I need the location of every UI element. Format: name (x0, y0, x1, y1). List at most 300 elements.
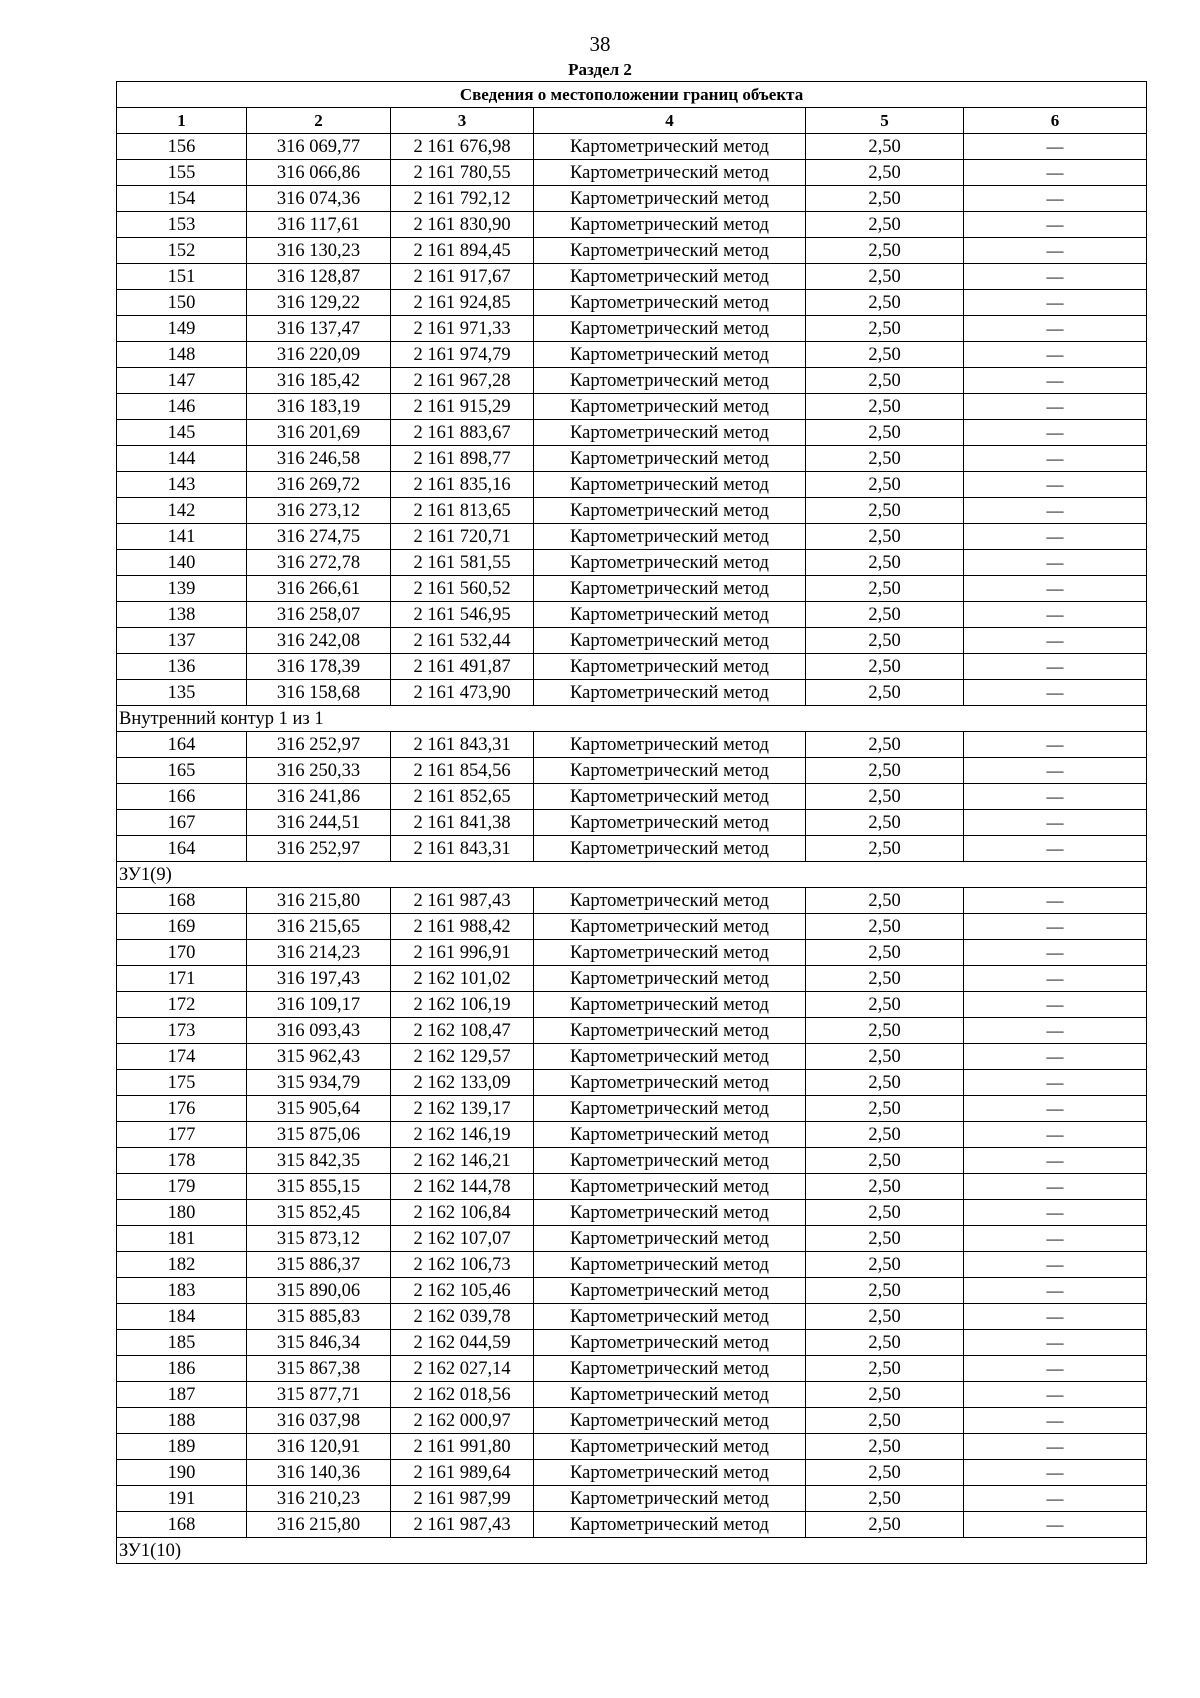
section-title: Раздел 2 (568, 60, 632, 79)
point-number: 179 (117, 1174, 247, 1200)
coordinate-y: 2 161 974,79 (391, 342, 534, 368)
coordinate-x: 315 842,35 (247, 1148, 391, 1174)
table-row (117, 342, 1147, 368)
description-value: — (964, 446, 1147, 472)
coordinate-x: 316 066,86 (247, 160, 391, 186)
coordinate-y: 2 161 967,28 (391, 368, 534, 394)
determination-method: Картометрический метод (534, 654, 806, 680)
determination-method: Картометрический метод (534, 1122, 806, 1148)
table-row (117, 134, 1147, 160)
column-header: 3 (391, 108, 534, 134)
coordinate-x: 316 037,98 (247, 1408, 391, 1434)
table-title-row (117, 82, 1147, 108)
table-row (117, 1070, 1147, 1096)
determination-method: Картометрический метод (534, 1174, 806, 1200)
point-number: 146 (117, 394, 247, 420)
table-row (117, 1278, 1147, 1304)
description-value: — (964, 420, 1147, 446)
accuracy-value: 2,50 (806, 1512, 964, 1538)
description-value: — (964, 784, 1147, 810)
coordinate-x: 316 178,39 (247, 654, 391, 680)
point-number: 185 (117, 1330, 247, 1356)
table-row (117, 1408, 1147, 1434)
coordinate-y: 2 161 971,33 (391, 316, 534, 342)
description-value: — (964, 1460, 1147, 1486)
table-row (117, 1486, 1147, 1512)
point-number: 182 (117, 1252, 247, 1278)
determination-method: Картометрический метод (534, 472, 806, 498)
table-row (117, 940, 1147, 966)
point-number: 164 (117, 836, 247, 862)
coordinate-x: 316 215,65 (247, 914, 391, 940)
description-value: — (964, 576, 1147, 602)
accuracy-value: 2,50 (806, 212, 964, 238)
coordinate-x: 316 266,61 (247, 576, 391, 602)
accuracy-value: 2,50 (806, 1044, 964, 1070)
accuracy-value: 2,50 (806, 238, 964, 264)
point-number: 186 (117, 1356, 247, 1382)
description-value: — (964, 758, 1147, 784)
coordinate-y: 2 162 108,47 (391, 1018, 534, 1044)
description-value: — (964, 1382, 1147, 1408)
coordinate-x: 316 201,69 (247, 420, 391, 446)
column-number-row (117, 108, 1147, 134)
coordinate-x: 315 867,38 (247, 1356, 391, 1382)
accuracy-value: 2,50 (806, 498, 964, 524)
point-number: 140 (117, 550, 247, 576)
coordinate-x: 316 272,78 (247, 550, 391, 576)
point-number: 166 (117, 784, 247, 810)
point-number: 136 (117, 654, 247, 680)
coordinate-y: 2 161 843,31 (391, 732, 534, 758)
determination-method: Картометрический метод (534, 446, 806, 472)
determination-method: Картометрический метод (534, 732, 806, 758)
description-value: — (964, 472, 1147, 498)
accuracy-value: 2,50 (806, 368, 964, 394)
coordinate-y: 2 162 027,14 (391, 1356, 534, 1382)
coordinate-x: 315 934,79 (247, 1070, 391, 1096)
coordinate-y: 2 161 843,31 (391, 836, 534, 862)
coordinate-y: 2 162 106,84 (391, 1200, 534, 1226)
coordinate-y: 2 162 129,57 (391, 1044, 534, 1070)
table-row (117, 576, 1147, 602)
column-header: 6 (964, 108, 1147, 134)
determination-method: Картометрический метод (534, 576, 806, 602)
coordinate-x: 316 220,09 (247, 342, 391, 368)
point-number: 135 (117, 680, 247, 706)
accuracy-value: 2,50 (806, 628, 964, 654)
description-value: — (964, 1330, 1147, 1356)
coordinate-y: 2 162 107,07 (391, 1226, 534, 1252)
accuracy-value: 2,50 (806, 1018, 964, 1044)
coordinate-y: 2 161 720,71 (391, 524, 534, 550)
coordinate-y: 2 161 988,42 (391, 914, 534, 940)
coordinate-x: 316 117,61 (247, 212, 391, 238)
description-value: — (964, 1356, 1147, 1382)
accuracy-value: 2,50 (806, 1408, 964, 1434)
determination-method: Картометрический метод (534, 602, 806, 628)
accuracy-value: 2,50 (806, 966, 964, 992)
coordinate-y: 2 161 854,56 (391, 758, 534, 784)
table-row (117, 628, 1147, 654)
coordinate-y: 2 161 532,44 (391, 628, 534, 654)
determination-method: Картометрический метод (534, 992, 806, 1018)
point-number: 189 (117, 1434, 247, 1460)
table-row (117, 1434, 1147, 1460)
table-row (117, 1122, 1147, 1148)
description-value: — (964, 914, 1147, 940)
coordinate-x: 316 274,75 (247, 524, 391, 550)
description-value: — (964, 524, 1147, 550)
coordinate-x: 316 074,36 (247, 186, 391, 212)
table-row (117, 992, 1147, 1018)
coordinate-y: 2 162 018,56 (391, 1382, 534, 1408)
accuracy-value: 2,50 (806, 1434, 964, 1460)
accuracy-value: 2,50 (806, 134, 964, 160)
coordinate-y: 2 162 106,19 (391, 992, 534, 1018)
description-value: — (964, 680, 1147, 706)
accuracy-value: 2,50 (806, 1252, 964, 1278)
table-row (117, 1148, 1147, 1174)
coordinate-y: 2 161 581,55 (391, 550, 534, 576)
coordinate-y: 2 162 146,21 (391, 1148, 534, 1174)
column-header: 4 (534, 108, 806, 134)
point-number: 168 (117, 1512, 247, 1538)
table-body (117, 134, 1147, 1564)
coordinate-y: 2 161 546,95 (391, 602, 534, 628)
table-row (117, 212, 1147, 238)
table-row (117, 1018, 1147, 1044)
coordinate-y: 2 161 841,38 (391, 810, 534, 836)
determination-method: Картометрический метод (534, 498, 806, 524)
determination-method: Картометрический метод (534, 810, 806, 836)
determination-method: Картометрический метод (534, 1304, 806, 1330)
table-row (117, 836, 1147, 862)
coordinate-x: 316 242,08 (247, 628, 391, 654)
accuracy-value: 2,50 (806, 992, 964, 1018)
description-value: — (964, 550, 1147, 576)
coordinate-y: 2 161 676,98 (391, 134, 534, 160)
determination-method: Картометрический метод (534, 290, 806, 316)
point-number: 141 (117, 524, 247, 550)
point-number: 152 (117, 238, 247, 264)
contour-label: ЗУ1(9) (117, 862, 1147, 888)
determination-method: Картометрический метод (534, 1070, 806, 1096)
description-value: — (964, 810, 1147, 836)
contour-subheader-row (117, 862, 1147, 888)
table-row (117, 160, 1147, 186)
accuracy-value: 2,50 (806, 1460, 964, 1486)
point-number: 151 (117, 264, 247, 290)
point-number: 183 (117, 1278, 247, 1304)
coordinate-y: 2 162 106,73 (391, 1252, 534, 1278)
coordinate-x: 316 258,07 (247, 602, 391, 628)
coordinate-x: 316 069,77 (247, 134, 391, 160)
coordinate-x: 315 890,06 (247, 1278, 391, 1304)
table-row (117, 186, 1147, 212)
coordinate-y: 2 161 894,45 (391, 238, 534, 264)
determination-method: Картометрический метод (534, 1148, 806, 1174)
coordinate-x: 315 962,43 (247, 1044, 391, 1070)
coordinate-y: 2 162 105,46 (391, 1278, 534, 1304)
description-value: — (964, 1096, 1147, 1122)
description-value: — (964, 1408, 1147, 1434)
accuracy-value: 2,50 (806, 940, 964, 966)
coordinate-x: 316 129,22 (247, 290, 391, 316)
accuracy-value: 2,50 (806, 1278, 964, 1304)
column-header: 5 (806, 108, 964, 134)
description-value: — (964, 628, 1147, 654)
determination-method: Картометрический метод (534, 212, 806, 238)
coordinate-x: 316 269,72 (247, 472, 391, 498)
accuracy-value: 2,50 (806, 1356, 964, 1382)
contour-subheader-row (117, 706, 1147, 732)
description-value: — (964, 290, 1147, 316)
description-value: — (964, 368, 1147, 394)
table-row (117, 758, 1147, 784)
point-number: 168 (117, 888, 247, 914)
accuracy-value: 2,50 (806, 888, 964, 914)
determination-method: Картометрический метод (534, 1252, 806, 1278)
accuracy-value: 2,50 (806, 1122, 964, 1148)
point-number: 150 (117, 290, 247, 316)
accuracy-value: 2,50 (806, 576, 964, 602)
coordinate-x: 316 128,87 (247, 264, 391, 290)
accuracy-value: 2,50 (806, 1486, 964, 1512)
table-row (117, 914, 1147, 940)
table-row (117, 1044, 1147, 1070)
point-number: 138 (117, 602, 247, 628)
coordinate-x: 316 250,33 (247, 758, 391, 784)
point-number: 171 (117, 966, 247, 992)
description-value: — (964, 342, 1147, 368)
point-number: 137 (117, 628, 247, 654)
point-number: 153 (117, 212, 247, 238)
coordinate-y: 2 162 039,78 (391, 1304, 534, 1330)
coordinate-x: 316 137,47 (247, 316, 391, 342)
coordinate-y: 2 161 917,67 (391, 264, 534, 290)
coordinate-y: 2 162 044,59 (391, 1330, 534, 1356)
determination-method: Картометрический метод (534, 1330, 806, 1356)
description-value: — (964, 160, 1147, 186)
coordinate-x: 316 214,23 (247, 940, 391, 966)
coordinate-x: 315 855,15 (247, 1174, 391, 1200)
accuracy-value: 2,50 (806, 1200, 964, 1226)
accuracy-value: 2,50 (806, 264, 964, 290)
point-number: 176 (117, 1096, 247, 1122)
table-row (117, 602, 1147, 628)
coordinate-y: 2 162 144,78 (391, 1174, 534, 1200)
coordinate-x: 316 130,23 (247, 238, 391, 264)
accuracy-value: 2,50 (806, 654, 964, 680)
point-number: 169 (117, 914, 247, 940)
determination-method: Картометрический метод (534, 1044, 806, 1070)
table-row (117, 394, 1147, 420)
coordinate-y: 2 161 898,77 (391, 446, 534, 472)
coordinate-y: 2 162 000,97 (391, 1408, 534, 1434)
accuracy-value: 2,50 (806, 316, 964, 342)
column-header: 1 (117, 108, 247, 134)
point-number: 181 (117, 1226, 247, 1252)
point-number: 147 (117, 368, 247, 394)
coordinate-x: 316 244,51 (247, 810, 391, 836)
determination-method: Картометрический метод (534, 836, 806, 862)
coordinate-y: 2 161 780,55 (391, 160, 534, 186)
description-value: — (964, 602, 1147, 628)
point-number: 167 (117, 810, 247, 836)
coordinate-x: 315 873,12 (247, 1226, 391, 1252)
column-header: 2 (247, 108, 391, 134)
coordinate-x: 315 885,83 (247, 1304, 391, 1330)
point-number: 165 (117, 758, 247, 784)
coordinate-y: 2 161 987,99 (391, 1486, 534, 1512)
coordinate-x: 316 215,80 (247, 1512, 391, 1538)
determination-method: Картометрический метод (534, 524, 806, 550)
accuracy-value: 2,50 (806, 420, 964, 446)
point-number: 184 (117, 1304, 247, 1330)
description-value: — (964, 732, 1147, 758)
description-value: — (964, 1070, 1147, 1096)
coordinate-y: 2 162 146,19 (391, 1122, 534, 1148)
accuracy-value: 2,50 (806, 342, 964, 368)
accuracy-value: 2,50 (806, 1226, 964, 1252)
determination-method: Картометрический метод (534, 1434, 806, 1460)
accuracy-value: 2,50 (806, 1148, 964, 1174)
contour-label: ЗУ1(10) (117, 1538, 1147, 1564)
coordinate-y: 2 162 101,02 (391, 966, 534, 992)
point-number: 187 (117, 1382, 247, 1408)
table-row (117, 524, 1147, 550)
coordinate-y: 2 161 473,90 (391, 680, 534, 706)
accuracy-value: 2,50 (806, 602, 964, 628)
point-number: 190 (117, 1460, 247, 1486)
accuracy-value: 2,50 (806, 160, 964, 186)
table-title: Сведения о местоположении границ объекта (117, 82, 1147, 108)
coordinate-x: 316 252,97 (247, 836, 391, 862)
description-value: — (964, 1044, 1147, 1070)
accuracy-value: 2,50 (806, 394, 964, 420)
coordinate-y: 2 161 989,64 (391, 1460, 534, 1486)
coordinate-x: 316 183,19 (247, 394, 391, 420)
table-row (117, 264, 1147, 290)
determination-method: Картометрический метод (534, 1018, 806, 1044)
table-row (117, 966, 1147, 992)
accuracy-value: 2,50 (806, 524, 964, 550)
coordinate-y: 2 161 835,16 (391, 472, 534, 498)
coordinate-y: 2 162 133,09 (391, 1070, 534, 1096)
accuracy-value: 2,50 (806, 914, 964, 940)
coordinate-y: 2 161 924,85 (391, 290, 534, 316)
coordinate-x: 316 093,43 (247, 1018, 391, 1044)
point-number: 173 (117, 1018, 247, 1044)
point-number: 145 (117, 420, 247, 446)
table-row (117, 680, 1147, 706)
description-value: — (964, 1018, 1147, 1044)
determination-method: Картометрический метод (534, 784, 806, 810)
coordinate-x: 316 109,17 (247, 992, 391, 1018)
determination-method: Картометрический метод (534, 160, 806, 186)
table-row (117, 1200, 1147, 1226)
accuracy-value: 2,50 (806, 290, 964, 316)
point-number: 178 (117, 1148, 247, 1174)
description-value: — (964, 836, 1147, 862)
coordinate-y: 2 161 852,65 (391, 784, 534, 810)
determination-method: Картометрический метод (534, 1408, 806, 1434)
coordinate-x: 316 241,86 (247, 784, 391, 810)
coordinate-x: 315 875,06 (247, 1122, 391, 1148)
description-value: — (964, 1434, 1147, 1460)
table-row (117, 810, 1147, 836)
contour-subheader-row (117, 1538, 1147, 1564)
accuracy-value: 2,50 (806, 784, 964, 810)
table-row (117, 732, 1147, 758)
point-number: 188 (117, 1408, 247, 1434)
point-number: 139 (117, 576, 247, 602)
accuracy-value: 2,50 (806, 680, 964, 706)
description-value: — (964, 1304, 1147, 1330)
accuracy-value: 2,50 (806, 1174, 964, 1200)
description-value: — (964, 1148, 1147, 1174)
coordinate-x: 315 877,71 (247, 1382, 391, 1408)
table-row (117, 472, 1147, 498)
determination-method: Картометрический метод (534, 186, 806, 212)
coordinate-x: 316 158,68 (247, 680, 391, 706)
coordinate-x: 316 210,23 (247, 1486, 391, 1512)
determination-method: Картометрический метод (534, 628, 806, 654)
description-value: — (964, 1278, 1147, 1304)
table-row (117, 888, 1147, 914)
table-row (117, 238, 1147, 264)
coordinate-x: 315 852,45 (247, 1200, 391, 1226)
table-row (117, 316, 1147, 342)
table-row (117, 1174, 1147, 1200)
table-row (117, 1356, 1147, 1382)
description-value: — (964, 1486, 1147, 1512)
table-row (117, 1252, 1147, 1278)
table-row (117, 420, 1147, 446)
table-row (117, 1512, 1147, 1538)
accuracy-value: 2,50 (806, 810, 964, 836)
determination-method: Картометрический метод (534, 1512, 806, 1538)
coordinate-y: 2 161 813,65 (391, 498, 534, 524)
coordinate-y: 2 161 560,52 (391, 576, 534, 602)
description-value: — (964, 888, 1147, 914)
coordinate-y: 2 161 883,67 (391, 420, 534, 446)
determination-method: Картометрический метод (534, 550, 806, 576)
determination-method: Картометрический метод (534, 758, 806, 784)
coordinate-x: 316 120,91 (247, 1434, 391, 1460)
point-number: 148 (117, 342, 247, 368)
description-value: — (964, 316, 1147, 342)
determination-method: Картометрический метод (534, 238, 806, 264)
point-number: 174 (117, 1044, 247, 1070)
table-row (117, 1226, 1147, 1252)
accuracy-value: 2,50 (806, 186, 964, 212)
determination-method: Картометрический метод (534, 316, 806, 342)
determination-method: Картометрический метод (534, 1382, 806, 1408)
point-number: 143 (117, 472, 247, 498)
point-number: 155 (117, 160, 247, 186)
coordinate-y: 2 161 987,43 (391, 888, 534, 914)
accuracy-value: 2,50 (806, 1096, 964, 1122)
table-row (117, 1330, 1147, 1356)
contour-label: Внутренний контур 1 из 1 (117, 706, 1147, 732)
description-value: — (964, 1200, 1147, 1226)
determination-method: Картометрический метод (534, 342, 806, 368)
determination-method: Картометрический метод (534, 1356, 806, 1382)
determination-method: Картометрический метод (534, 1226, 806, 1252)
determination-method: Картометрический метод (534, 1278, 806, 1304)
